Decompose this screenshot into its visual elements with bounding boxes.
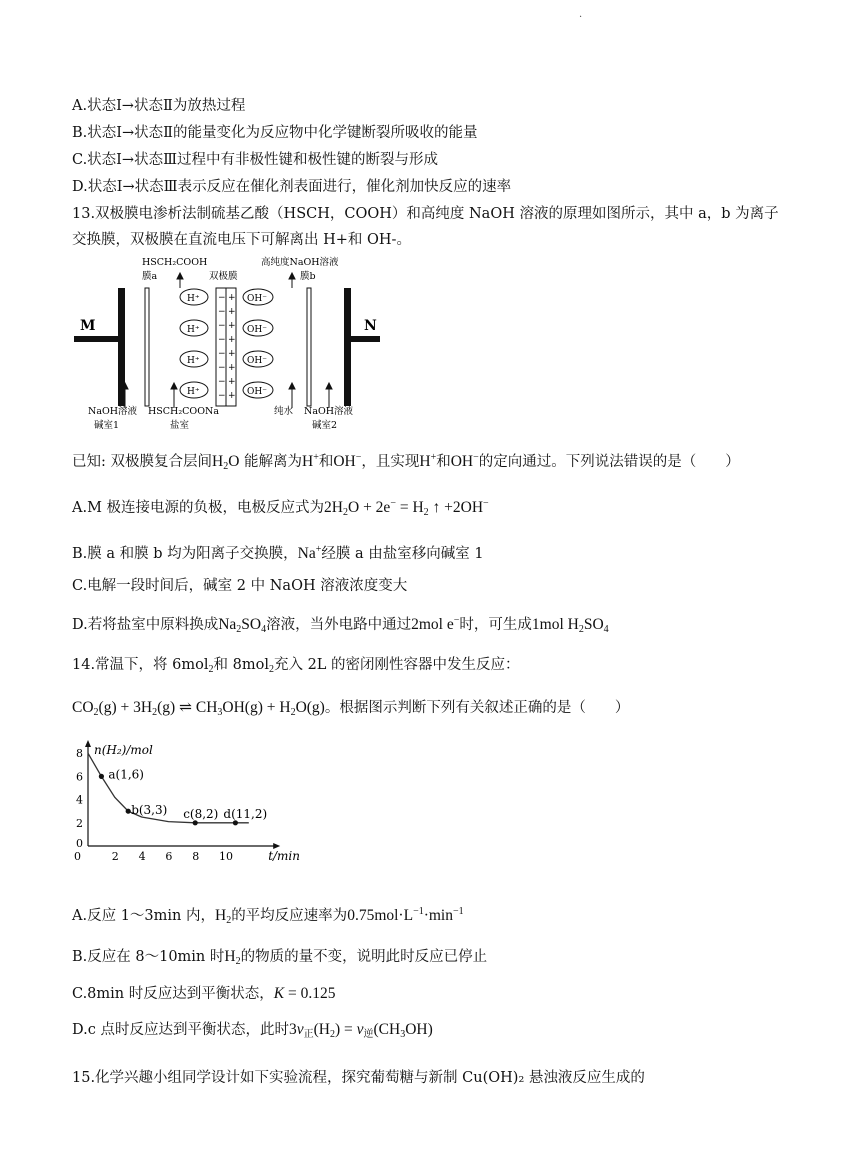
diagram-label-membrane-b: 膜b xyxy=(300,271,316,282)
y-tick-label: 8 xyxy=(76,747,83,761)
x-tick-label: 6 xyxy=(165,850,173,863)
diagram-label-hsch2cooh: HSCH₂COOH xyxy=(142,257,208,268)
electrode-n xyxy=(344,288,351,406)
diagram-label-naoh-high: 高纯度NaOH溶液 xyxy=(261,257,339,268)
electrode-n-wire xyxy=(346,336,380,342)
x-tick-label: 2 xyxy=(111,850,119,863)
q14-option-d: D.c 点时反应达到平衡状态，此时$3v_正(H_2) = v_逆(CH_3OH)$ xyxy=(72,1021,433,1040)
svg-text:−: − xyxy=(218,363,226,373)
svg-text:+: + xyxy=(228,377,236,387)
svg-text:−: − xyxy=(218,335,226,345)
bottom-label-pure-water: 纯水 xyxy=(274,406,294,417)
data-point-label: d(11,2) xyxy=(223,806,268,821)
bottom-label-alkali-1: 碱室1 xyxy=(94,420,120,431)
svg-text:OH⁻: OH⁻ xyxy=(247,387,267,397)
data-point-label: b(3,3) xyxy=(131,803,168,818)
svg-text:+: + xyxy=(228,293,236,303)
oh-ion-column xyxy=(243,289,273,398)
svg-text:+: + xyxy=(228,391,236,401)
membrane-b xyxy=(307,288,311,406)
q14-equation: $CO_2(g) + 3H_2(g)$ ⇌ $CH_3OH(g) + H_2O(g)$。根据图示判断下列有关叙述正确的是（ ） xyxy=(72,699,630,718)
y-tick-label: 2 xyxy=(76,816,83,830)
svg-text:−: − xyxy=(218,391,226,401)
q14-stem: 14.常温下，将 6mol$_2$和 8mol$_2$充入 2L 的密闭刚性容器中发生反应： xyxy=(72,657,520,675)
svg-text:H⁺: H⁺ xyxy=(187,325,200,335)
x-tick-label: 10 xyxy=(219,850,233,863)
x-tick-label: 4 xyxy=(138,850,146,863)
electrode-n-label: N xyxy=(364,318,377,334)
data-point xyxy=(193,820,198,825)
svg-text:H⁺: H⁺ xyxy=(187,356,200,366)
data-point xyxy=(99,774,104,779)
svg-text:OH⁻: OH⁻ xyxy=(247,356,267,366)
q13-option-d: D.若将盐室中原料换成$Na_2SO_4$溶液，当外电路中通过2mol e−时，可生成1mol $H_2SO_4$ xyxy=(72,615,609,635)
q15-stem: 15.化学兴趣小组同学设计如下实验流程，探究葡萄糖与新制 Cu(OH)₂ 悬浊液反应生成的 xyxy=(72,1070,645,1086)
membrane-a xyxy=(145,288,149,406)
q13-stem: 13.双极膜电渗析法制硫基乙酸（HSCH，COOH）和高纯度 NaOH 溶液的原理如图所示，其中 a，b 为离子交换膜，双极膜在直流电压下可解离出 H+和 OH-。 xyxy=(72,206,779,248)
q13-option-b: B.膜 a 和膜 b 均为阳离子交换膜，Na+经膜 a 由盐室移向碱室 1 xyxy=(72,544,484,562)
q12-option-a: A.状态Ⅰ→状态Ⅱ为放热过程 xyxy=(72,98,246,114)
svg-text:−: − xyxy=(218,349,226,359)
svg-text:H⁺: H⁺ xyxy=(187,294,200,304)
svg-text:+: + xyxy=(228,321,236,331)
x-tick-label: 8 xyxy=(192,850,200,863)
diagram-label-bipolar: 双极膜 xyxy=(209,271,238,282)
bottom-label-alkali-2: 碱室2 xyxy=(312,420,338,431)
q14-option-a: A.反应 1～3min 内，$H_2$的平均反应速率为$0.75mol\cdot L^{-1}\cdot\min^{-1}$ xyxy=(72,906,464,926)
x-axis-label: t/min xyxy=(268,849,301,863)
svg-text:−: − xyxy=(218,321,226,331)
svg-text:−: − xyxy=(218,307,226,317)
bottom-label-naoh-1: NaOH溶液 xyxy=(88,406,138,417)
svg-text:+: + xyxy=(228,349,236,359)
h-ion-column xyxy=(180,289,208,398)
y-axis-label: n(H₂)/mol xyxy=(94,743,153,757)
diagram-label-membrane-a: 膜a xyxy=(142,271,158,282)
svg-text:OH⁻: OH⁻ xyxy=(247,294,267,304)
svg-text:+: + xyxy=(228,307,236,317)
bottom-label-salt-solute: HSCH₂COONa xyxy=(148,406,219,417)
svg-text:+: + xyxy=(228,335,236,345)
q14-option-b: B.反应在 8～10min 时$H_2$的物质的量不变，说明此时反应已停止 xyxy=(72,948,488,967)
electrode-m-label: M xyxy=(80,318,96,334)
svg-text:−: − xyxy=(218,377,226,387)
data-point-label: c(8,2) xyxy=(183,806,219,821)
q12-option-c: C.状态Ⅰ→状态Ⅲ过程中有非极性键和极性键的断裂与形成 xyxy=(72,152,439,168)
electrode-m-wire xyxy=(74,336,124,342)
data-point xyxy=(126,809,131,814)
q12-option-b: B.状态Ⅰ→状态Ⅱ的能量变化为反应物中化学键断裂所吸收的能量 xyxy=(72,125,478,141)
svg-text:H⁺: H⁺ xyxy=(187,387,200,397)
corner-mark: · xyxy=(579,12,583,23)
data-point-label: a(1,6) xyxy=(108,767,145,782)
q13-option-c: C.电解一段时间后，碱室 2 中 NaOH 溶液浓度变大 xyxy=(72,578,408,594)
data-point xyxy=(233,820,238,825)
q13-known: 已知: 双极膜复合层间$H_2O$ 能解离为H+和OH−，且实现H+和OH−的定向通过。下列说法错误的是（ ） xyxy=(72,452,740,472)
svg-text:OH⁻: OH⁻ xyxy=(247,325,267,335)
q12-option-d: D.状态Ⅰ→状态Ⅲ表示反应在催化剂表面进行，催化剂加快反应的速率 xyxy=(72,179,512,195)
h2-amount-chart xyxy=(72,738,322,878)
bottom-label-naoh-2: NaOH溶液 xyxy=(304,406,354,417)
svg-text:+: + xyxy=(228,363,236,373)
electrodialysis-diagram xyxy=(72,252,382,436)
y-tick-label: 6 xyxy=(76,770,83,784)
q14-option-c: C.8min 时反应达到平衡状态，K = 0.125 xyxy=(72,985,336,1002)
bottom-label-salt-room: 盐室 xyxy=(170,420,190,431)
y-tick-label: 0 xyxy=(76,837,83,850)
y-axis-arrow xyxy=(85,740,91,747)
origin-label: 0 xyxy=(74,850,81,863)
y-tick-label: 4 xyxy=(76,793,83,807)
svg-text:−: − xyxy=(218,293,226,303)
q13-option-a: A.M 极连接电源的负极，电极反应式为$2H_2O + 2e^- = H_2$ ↑ +2OH− xyxy=(72,498,489,518)
